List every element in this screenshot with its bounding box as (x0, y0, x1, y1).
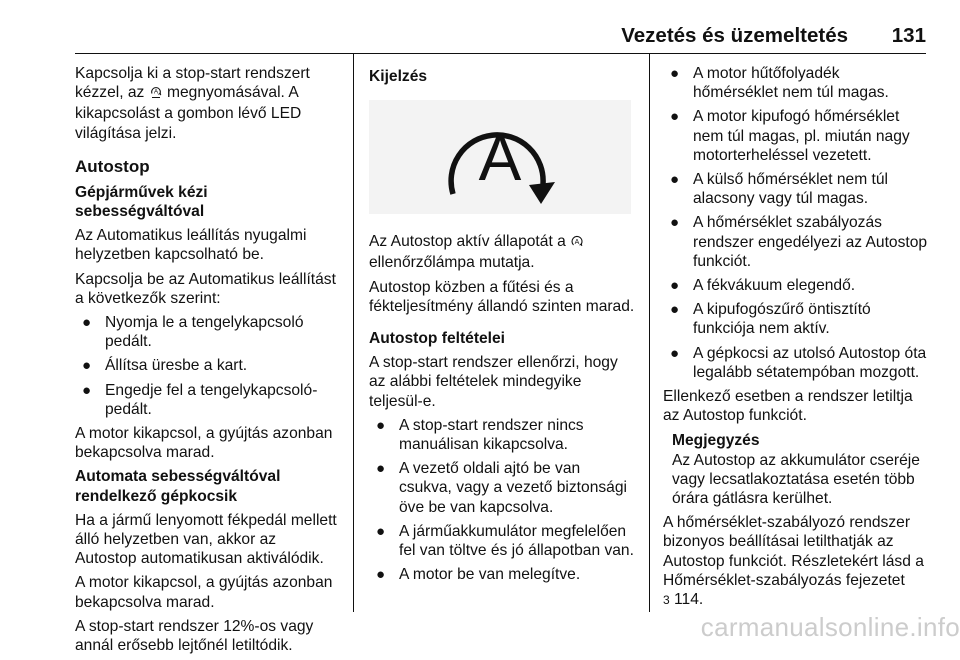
svg-text:A: A (574, 239, 580, 247)
bullet-icon: ● (670, 108, 680, 126)
header-rule (75, 53, 926, 54)
list-item: ● A motor be van melegítve. (376, 566, 581, 584)
display-text-b: ellenőrzőlámpa mutatja. (369, 254, 535, 272)
display-heading: Kijelzés (369, 68, 428, 85)
list-item: ● A kipufogószűrő öntisztító funkciója nem aktív. (670, 301, 871, 338)
page-header (0, 0, 960, 54)
display-text-a: Az Autostop aktív állapotát a (369, 233, 571, 251)
note-box (663, 431, 928, 508)
list-item: ● A motor kipufogó hőmérséklet nem túl magas, pl. miután nagy motorterheléssel vezetett. (670, 108, 910, 164)
bullet-icon: ● (82, 381, 92, 399)
manual-paragraph-2: Kapcsolja be az Automatikus leállítást a következők szerint: (75, 270, 336, 307)
page-title: Vezetés és üzemeltetés (621, 24, 848, 47)
svg-text:A: A (153, 88, 158, 96)
bullet-icon: ● (670, 277, 680, 295)
list-item: ● Állítsa üresbe a kart. (82, 357, 248, 375)
stop-start-button-icon (149, 84, 163, 104)
column-2 (369, 64, 637, 589)
intro-text-b: megnyomásával. A kikapcsolást a gombon lévő LED világítása jelzi. (75, 84, 302, 142)
list-item: ● A motor hűtőfolyadék hőmérséklet nem túl magas. (670, 65, 889, 102)
display-paragraph-2: Autostop közben a fűtési és a fékteljesítmény állandó szinten marad. (369, 278, 635, 315)
otherwise-paragraph: Ellenkező esetben a rendszer letiltja az Autostop funkciót. (663, 388, 913, 425)
list-item: ● A hőmérséklet szabályozás rendszer engedélyezi az Autostop funkciót. (670, 214, 928, 270)
list-item: ● A járműakkumulátor megfelelően fel van töltve és jó állapotban van. (376, 522, 634, 560)
bullet-icon: ● (376, 522, 386, 540)
manual-paragraph-3: A motor kikapcsol, a gyújtás azonban bekapcsolva marad. (75, 425, 333, 462)
column-divider-2 (649, 53, 650, 612)
column-divider-1 (353, 53, 354, 612)
conditions-subheading: Autostop feltételei (369, 330, 506, 348)
bullet-icon: ● (376, 566, 386, 584)
climate-text: A hőmérséklet-szabályozó rendszer bizonyos beállításai letilthatják az Autostop funkciót. Részletekért lásd a Hőmérséklet-szabályozás fejezetet (663, 514, 924, 589)
conditions-list-continued (663, 64, 928, 382)
autostop-indicator-icon (369, 100, 631, 214)
automatic-transmission-subheading: Automata sebességváltóval rendelkező gépkocsik (75, 468, 281, 505)
bullet-icon: ● (82, 314, 92, 332)
conditions-paragraph: A stop-start rendszer ellenőrzi, hogy az alábbi feltételek mindegyike teljesül-e. (369, 354, 618, 410)
note-heading: Megjegyzés (672, 432, 760, 450)
list-item: ● A stop-start rendszer nincs manuálisan kikapcsolva. (376, 416, 584, 454)
watermark: carmanualsonline.info (700, 612, 960, 642)
bullet-icon: ● (670, 171, 680, 189)
list-item: ● A gépkocsi az utolsó Autostop óta legalább sétatempóban mozgott. (670, 344, 927, 381)
bullet-icon: ● (670, 214, 680, 232)
column-1 (75, 64, 341, 660)
autostop-heading: Autostop (75, 156, 150, 176)
bullet-icon: ● (376, 460, 386, 478)
intro-text-a: Kapcsolja ki a stop-start rendszert kézzel, az (75, 65, 310, 102)
bullet-icon: ● (376, 416, 386, 434)
bullet-icon: ● (82, 357, 92, 375)
cross-reference-link[interactable] (663, 591, 703, 608)
auto-paragraph-1: Ha a jármű lenyomott fékpedál mellett álló helyzetben van, akkor az Autostop automatikusan aktiválódik. (75, 511, 337, 568)
manual-paragraph-1: Az Automatikus leállítás nyugalmi helyzetben kapcsolható be. (75, 227, 307, 264)
bullet-icon: ● (670, 301, 680, 319)
list-item: ● A vezető oldali ajtó be van csukva, vagy a vezető biztonsági öve be van kapcsolva. (376, 460, 627, 516)
bullet-icon: ● (670, 344, 680, 362)
note-text: Az Autostop az akkumulátor cseréje vagy lecsatlakoztatása esetén több órára gátlásra kerülhet. (672, 451, 920, 508)
manual-transmission-subheading: Gépjárművek kézi sebességváltóval (75, 183, 208, 221)
climate-paragraph (663, 513, 928, 610)
auto-paragraph-3: A stop-start rendszer 12%-os vagy annál erősebb lejtőnél letiltódik. (75, 617, 314, 655)
cross-reference-page: 114. (674, 591, 704, 609)
list-item: ● A fékvákuum elegendő. (670, 277, 856, 295)
svg-text:A: A (478, 122, 522, 195)
column-3 (663, 64, 928, 615)
manual-steps-list (75, 313, 341, 419)
list-item: ● Engedje fel a tengelykapcsoló-pedált. (82, 381, 318, 418)
autostop-indicator-inline-icon (570, 234, 584, 253)
list-item: ● A külső hőmérséklet nem túl alacsony vagy túl magas. (670, 171, 889, 208)
page-number: 131 (891, 24, 926, 47)
auto-paragraph-2: A motor kikapcsol, a gyújtás azonban bekapcsolva marad. (75, 574, 333, 611)
conditions-list (369, 416, 637, 585)
intro-paragraph (75, 64, 341, 143)
cross-reference-arrow-icon: 3 (663, 593, 670, 608)
bullet-icon: ● (670, 65, 680, 82)
list-item: ● Nyomja le a tengelykapcsoló pedált. (82, 314, 304, 351)
display-paragraph-1 (369, 232, 637, 272)
autostop-indicator-figure (369, 100, 631, 214)
